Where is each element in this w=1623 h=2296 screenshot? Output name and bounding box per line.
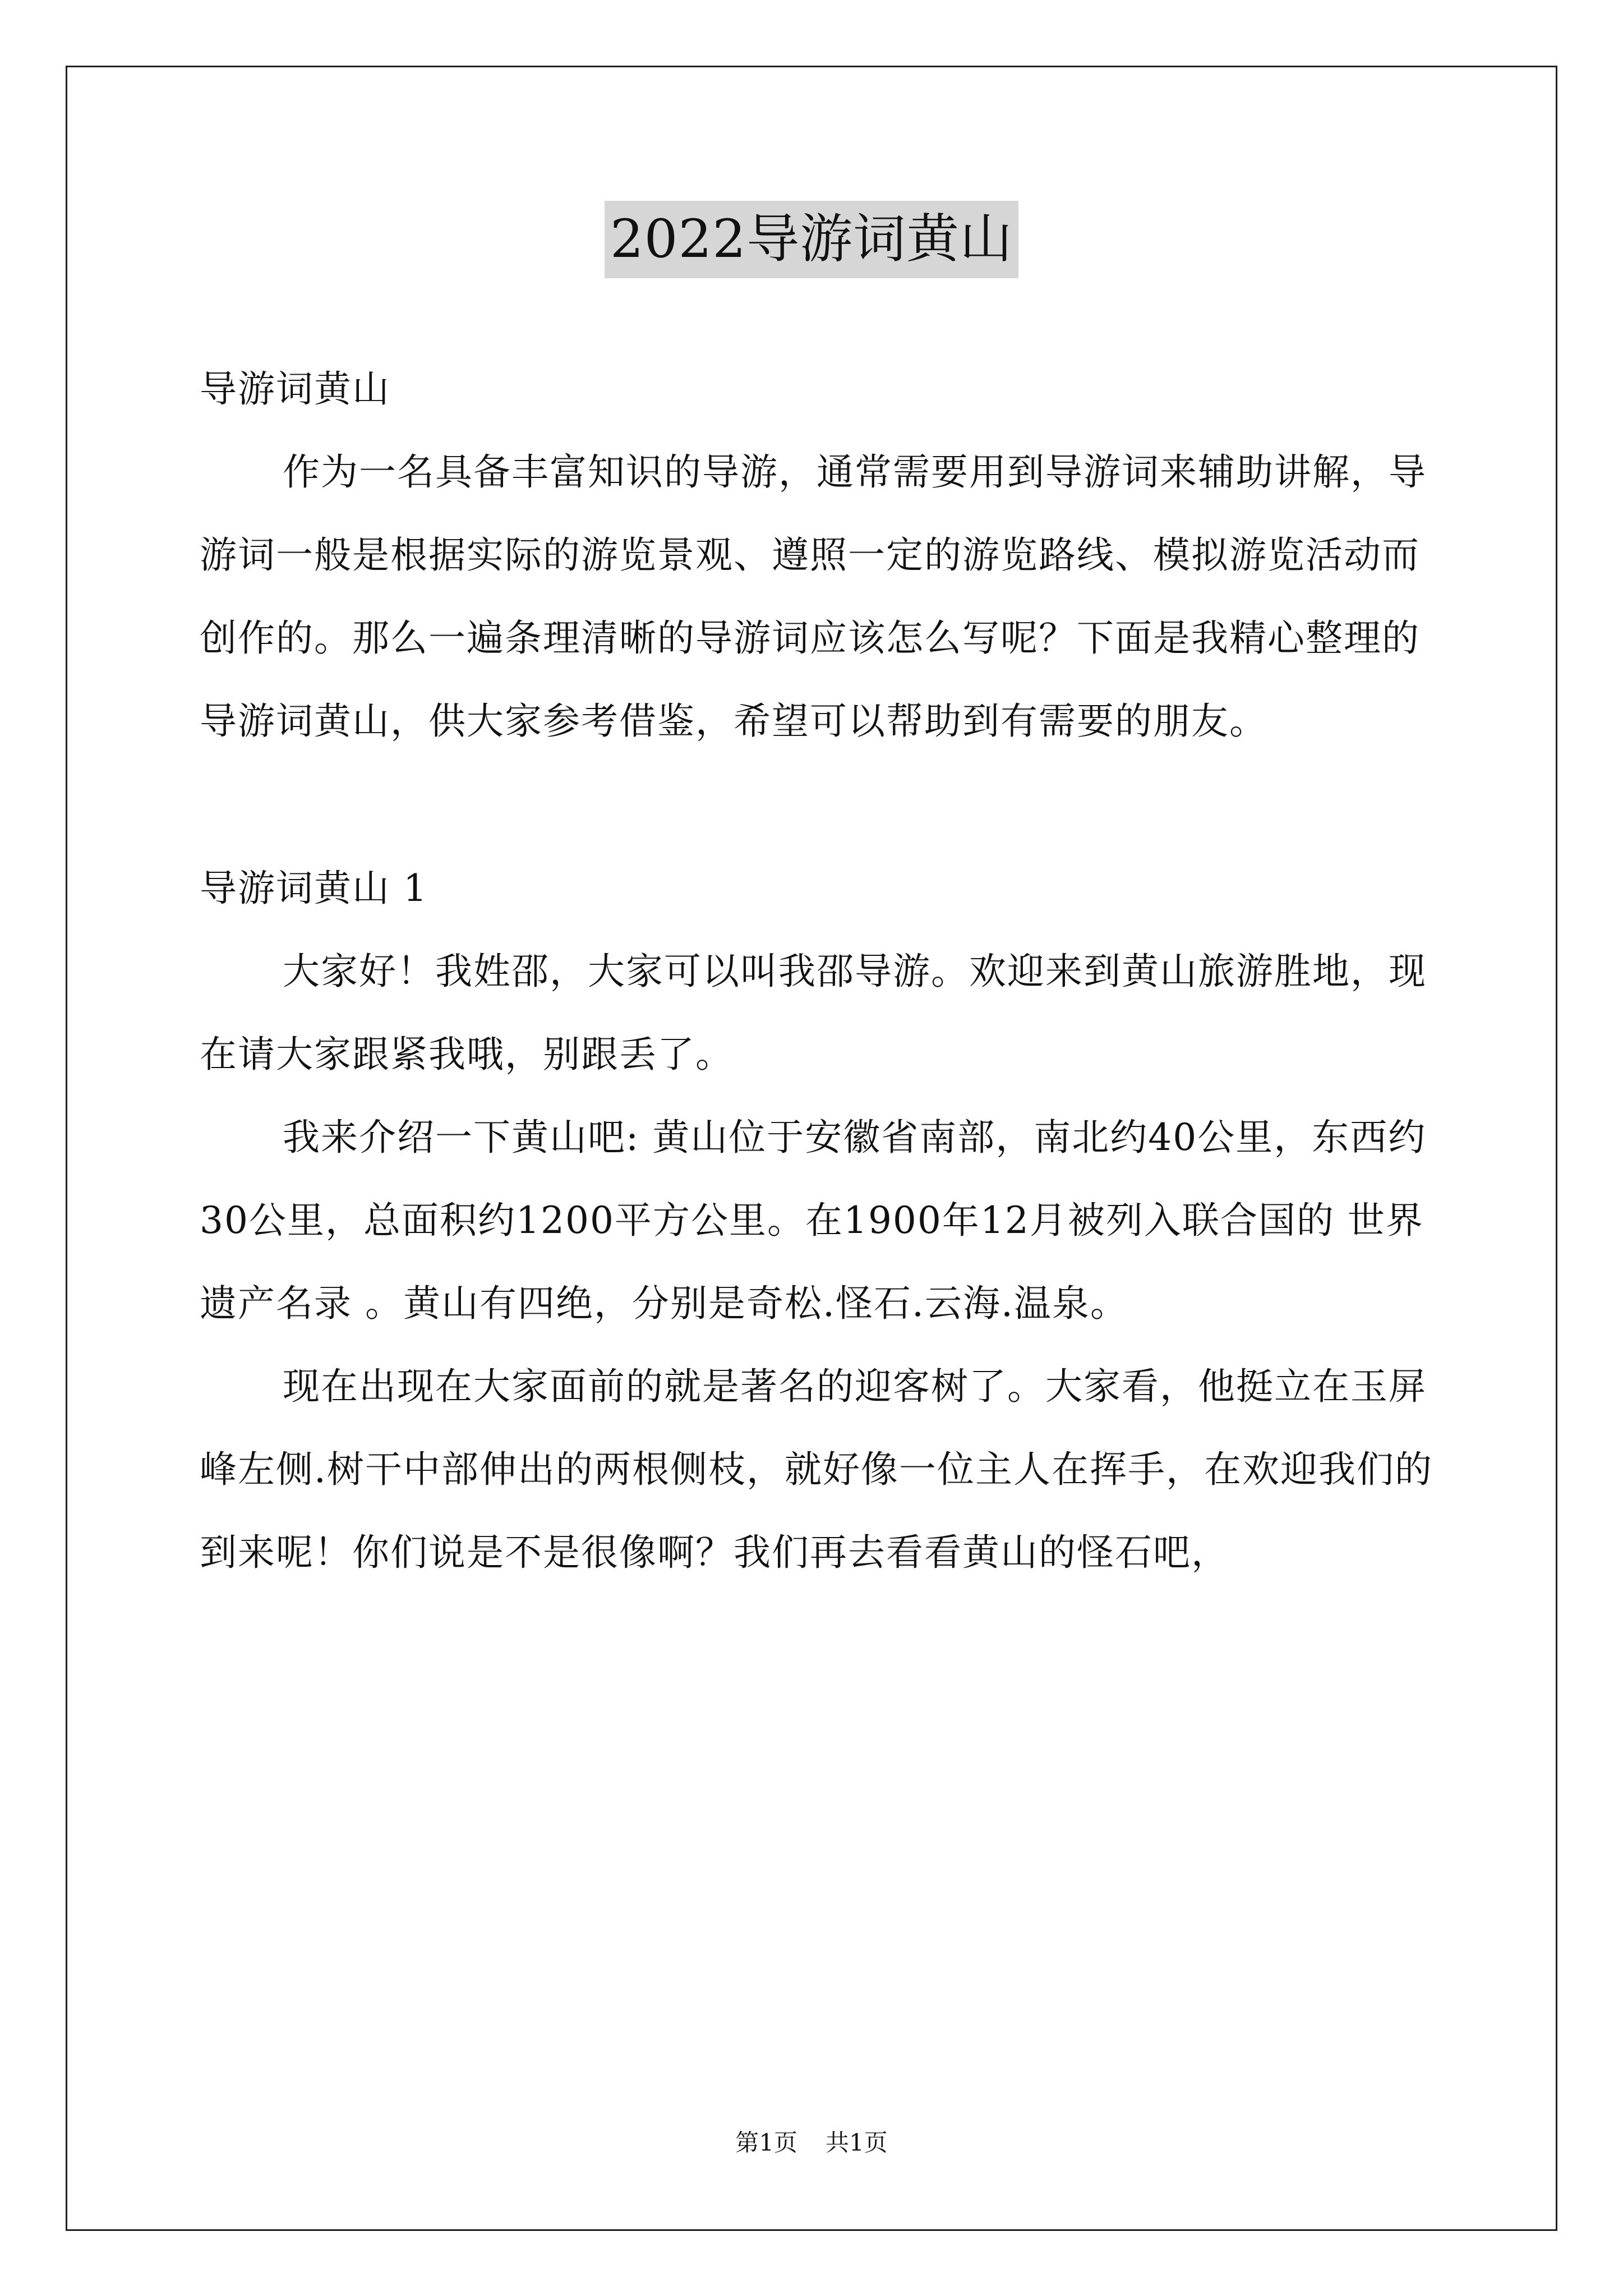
- document-title: 2022导游词黄山: [605, 201, 1018, 278]
- subtitle: 导游词黄山: [200, 367, 390, 411]
- body-paragraph: 现在出现在大家面前的就是著名的迎客树了。大家看，他挺立在玉屏峰左侧.树干中部伸出的两根侧枝，就好像一位主人在挥手，在欢迎我们的到来呢！你们说是不是很像啊？我们再去看看黄山的怪石吧，: [200, 1365, 1433, 1574]
- document-body: [200, 348, 1433, 1594]
- page-footer: [0, 2126, 1623, 2160]
- page-number: 第1页: [735, 2129, 797, 2156]
- intro-paragraph: 作为一名具备丰富知识的导游，通常需要用到导游词来辅助讲解，导游词一般是根据实际的游览景观、遵照一定的游览路线、模拟游览活动而创作的。那么一遍条理清晰的导游词应该怎么写呢？下面是我精心整理的导游词黄山，供大家参考借鉴，希望可以帮助到有需要的朋友。: [200, 450, 1427, 743]
- section-gap: [200, 763, 1433, 847]
- section-heading: 导游词黄山 1: [200, 867, 428, 910]
- body-paragraph: 我来介绍一下黄山吧: 黄山位于安徽省南部，南北约40公里，东西约30公里，总面积约1200平方公里。在1900年12月被列入联合国的 世界遗产名录 。黄山有四绝，分别是奇松.怪石.云海.温泉。: [200, 1116, 1427, 1325]
- body-paragraph: 大家好！我姓邵，大家可以叫我邵导游。欢迎来到黄山旅游胜地，现在请大家跟紧我哦，别跟丢了。: [200, 950, 1427, 1076]
- page-total: 共1页: [826, 2129, 888, 2156]
- title-container: [0, 201, 1623, 278]
